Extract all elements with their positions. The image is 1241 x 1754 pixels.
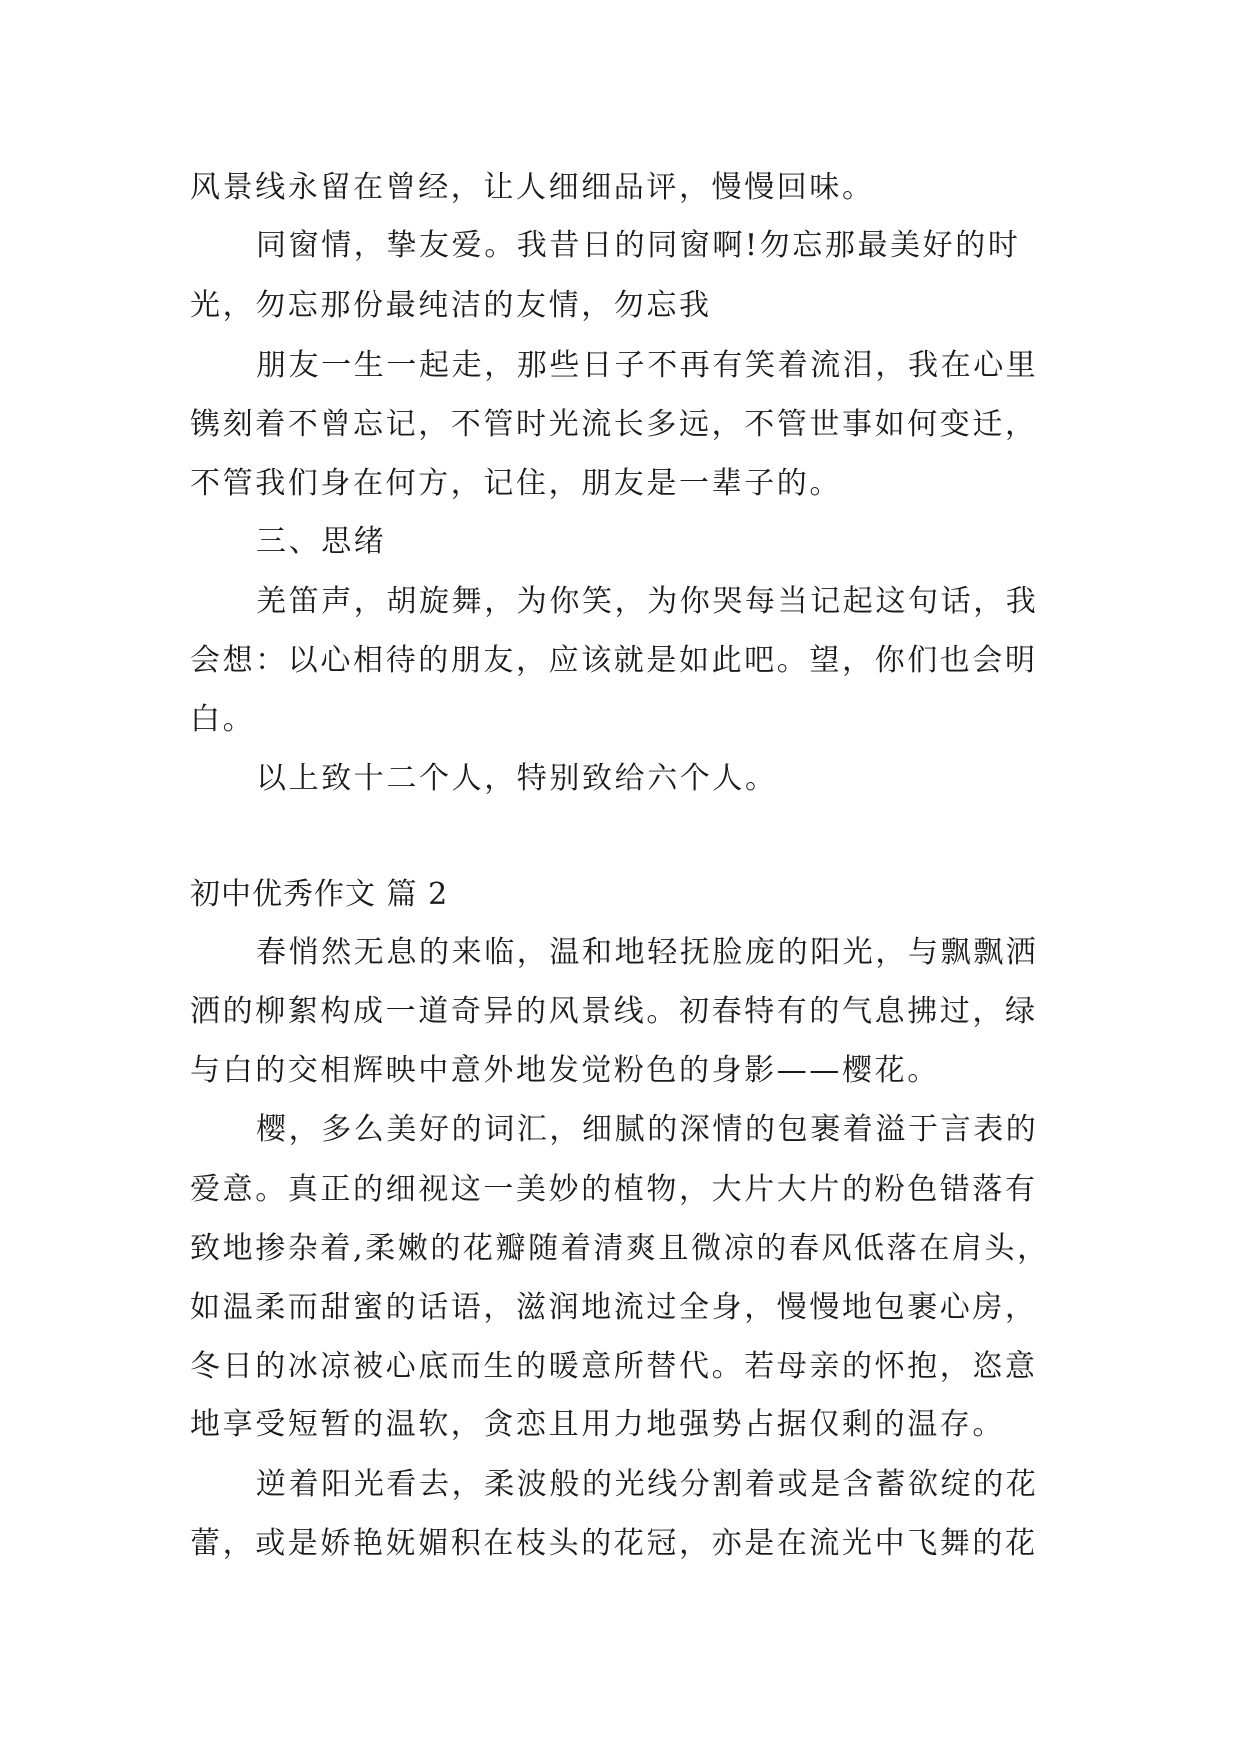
- paragraph-line: 樱，多么美好的词汇，细腻的深情的包裹着溢于言表的: [256, 1112, 1039, 1147]
- paragraph-line: 会想：以心相待的朋友，应该就是如此吧。望，你们也会明: [190, 643, 1038, 678]
- paragraph-line: 不管我们身在何方，记住，朋友是一辈子的。: [190, 466, 842, 501]
- paragraph-line: 同窗情，挚友爱。我昔日的同窗啊!勿忘那最美好的时: [256, 228, 1021, 263]
- paragraph-line: 如温柔而甜蜜的话语，滋润地流过全身，慢慢地包裹心房，: [190, 1290, 1038, 1325]
- paragraph-line: 光，勿忘那份最纯洁的友情，勿忘我: [190, 288, 712, 323]
- paragraph-line: 白。: [190, 702, 256, 737]
- paragraph-line: 冬日的冰凉被心底而生的暖意所替代。若母亲的怀抱，恣意: [190, 1349, 1038, 1384]
- paragraph-line: 地享受短暂的温软，贪恋且用力地强势占据仅剩的温存。: [190, 1407, 1005, 1442]
- paragraph-line: 逆着阳光看去，柔波般的光线分割着或是含蓄欲绽的花: [256, 1467, 1039, 1502]
- paragraph-line: 与白的交相辉映中意外地发觉粉色的身影——樱花。: [190, 1053, 940, 1088]
- paragraph-line: 羌笛声，胡旋舞，为你笑，为你哭每当记起这句话，我: [256, 584, 1039, 619]
- paragraph-line: 爱意。真正的细视这一美妙的植物，大片大片的粉色错落有: [190, 1172, 1038, 1207]
- essay-title: 初中优秀作文 篇 2: [190, 877, 449, 912]
- paragraph-line: 蕾，或是娇艳妩媚积在枝头的花冠，亦是在流光中飞舞的花: [190, 1526, 1038, 1561]
- paragraph-line: 镌刻着不曾忘记，不管时光流长多远，不管世事如何变迁，: [190, 407, 1038, 442]
- paragraph-line: 洒的柳絮构成一道奇异的风景线。初春特有的气息拂过，绿: [190, 994, 1038, 1029]
- paragraph-line: 风景线永留在曾经，让人细细品评，慢慢回味。: [190, 170, 875, 205]
- paragraph-line: 朋友一生一起走，那些日子不再有笑着流泪，我在心里: [256, 348, 1039, 383]
- paragraph-line: 致地掺杂着,柔嫩的花瓣随着清爽且微凉的春风低落在肩头，: [190, 1231, 1050, 1266]
- paragraph-line: 春悄然无息的来临，温和地轻抚脸庞的阳光，与飘飘洒: [256, 935, 1039, 970]
- section-heading: 三、思绪: [256, 524, 387, 559]
- paragraph-line: 以上致十二个人，特别致给六个人。: [256, 761, 778, 796]
